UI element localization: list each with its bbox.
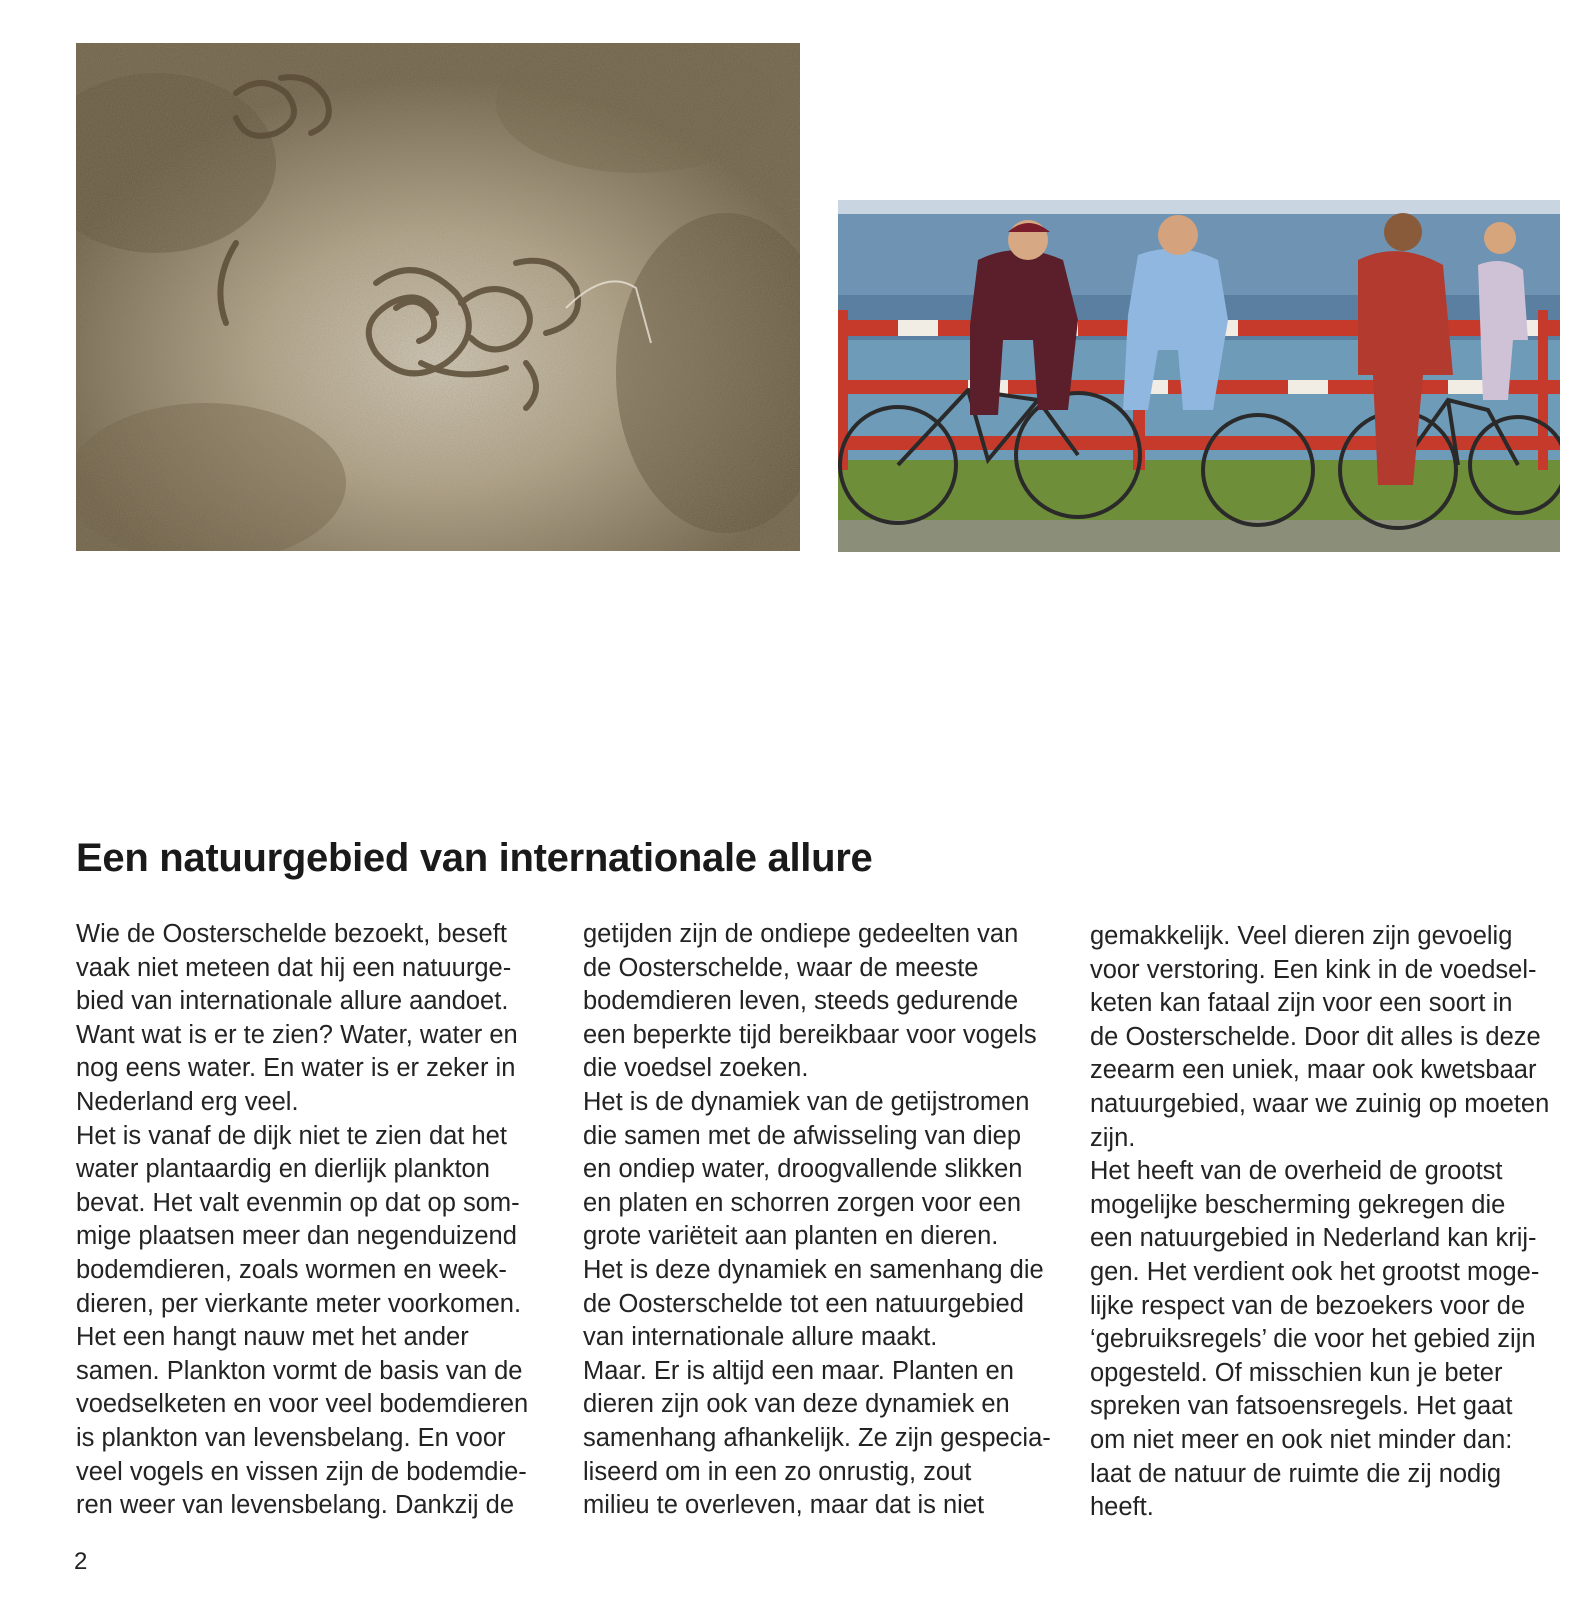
text-column-1 — [76, 918, 546, 1523]
paragraph: Wie de Oosterschelde bezoekt, beseft vaak niet meteen dat hij een natuurge- bied van internationale allure aandoet. Want wat is er te zien? Water, water en nog eens water. En water is er zeker in Nederland erg veel. — [76, 920, 518, 1116]
paragraph: Het een hangt nauw met het ander samen. Plankton vormt de basis van de voedselketen en voor veel bodemdieren is plankton van levensbelang. En voor veel vogels en vissen zijn de bodemdie- ren weer van levensbelang. Dankzij de — [76, 1323, 529, 1520]
paragraph: Maar. Er is altijd een maar. Planten en dieren zijn ook van deze dynamiek en samenhang afhankelijk. Ze zijn gespecia- liseerd om in een zo onrustig, zout milieu te overleven, maar dat is niet — [583, 1356, 1051, 1520]
page-number: 2 — [74, 1548, 88, 1575]
paragraph: Het heeft van de overheid de grootst mogelijke bescherming gekregen die een natuurgebied in Nederland kan krij- gen. Het verdient ook het grootst moge- lijke respect van de bezoekers voor de ‘gebruiksregels’ die voor het gebied zijn opgesteld. Of misschien kun je beter spreken van fatsoensregels. Het gaat om niet meer en ook niet minder dan: laat de natuur de ruimte die zij nodig heeft. — [1090, 1157, 1540, 1522]
mud-worm-casts-photo — [76, 43, 800, 551]
text-column-3 — [1090, 920, 1560, 1525]
paragraph: Het is deze dynamiek en samenhang die de Oosterschelde tot een natuurgebied van internationale allure maakt. — [583, 1255, 1044, 1352]
paragraph: Het is vanaf de dijk niet te zien dat het water plantaardig en dierlijk plankton bevat. Het valt evenmin op dat op som- mige plaatsen meer dan negenduizend bodemdieren, zoals wormen en week- dieren, per vierkante meter voorkomen. — [76, 1121, 522, 1318]
paragraph: Het is de dynamiek van de getijstromen die samen met de afwisseling van diep en ondiep water, droogvallende slikken en platen en schorren zorgen voor een grote variëteit aan planten en dieren. — [583, 1087, 1030, 1251]
text-column-2 — [583, 918, 1053, 1523]
article-title: Een natuurgebied van internationale allure — [76, 836, 873, 880]
paragraph: getijden zijn de ondiepe gedeelten van de Oosterschelde, waar de meeste bodemdieren leven, steeds gedurende een beperkte tijd bereikbaar voor vogels die voedsel zoeken. — [583, 920, 1037, 1083]
cyclists-at-oosterschelde-photo — [838, 200, 1560, 552]
paragraph: gemakkelijk. Veel dieren zijn gevoelig voor verstoring. Een kink in de voedsel- keten kan fataal zijn voor een soort in de Oosterschelde. Door dit alles is deze zeearm een uniek, maar ook kwetsbaar natuurgebied, waar we zuinig op moeten zijn. — [1090, 922, 1550, 1152]
